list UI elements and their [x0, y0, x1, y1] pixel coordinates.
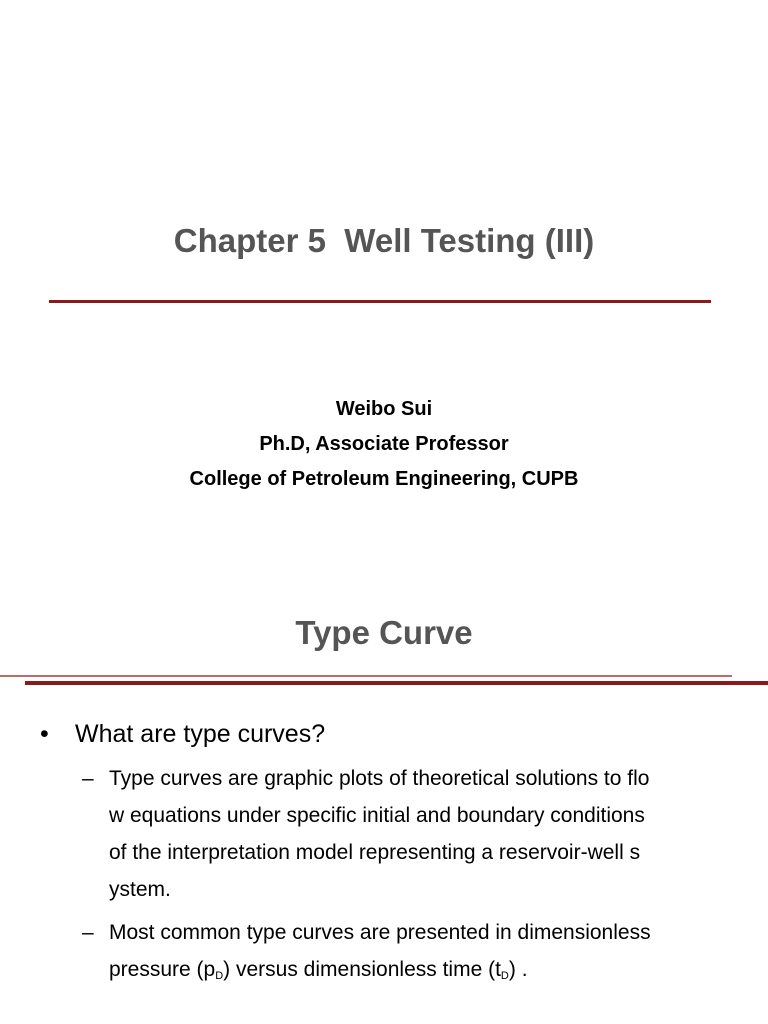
text-line: ystem.: [109, 878, 171, 901]
subscript: D: [500, 970, 509, 982]
title-divider-thin: [0, 675, 732, 677]
text-line: [109, 951, 719, 995]
dash-icon: –: [82, 921, 94, 944]
author-name: Weibo Sui: [335, 398, 433, 420]
subscript: D: [215, 970, 224, 982]
text-line: w equations under specific initial and boundary conditions: [109, 804, 645, 827]
sub-bullet-text: [109, 914, 719, 995]
text-part: ) versus dimensionless time (t: [223, 958, 501, 981]
text-line: of the interpretation model representing a reservoir-well s: [109, 841, 641, 864]
text-line: Type curves are graphic plots of theoretical solutions to flo: [109, 767, 650, 790]
title-divider-thick: [25, 681, 768, 685]
sub-bullet-text: [109, 760, 719, 908]
slide-title: Chapter 5 Well Testing (III): [173, 222, 595, 259]
content-slide: [0, 580, 768, 1024]
slide-title: Type Curve: [295, 614, 473, 651]
author-position: Ph.D, Associate Professor: [259, 433, 509, 455]
author-affiliation: College of Petroleum Engineering, CUPB: [189, 468, 579, 490]
text-part: ) .: [508, 958, 528, 981]
author-block: [0, 392, 768, 497]
text-part: pressure (p: [109, 958, 216, 981]
dash-icon: –: [82, 767, 94, 790]
bullet-text: What are type curves?: [75, 720, 326, 748]
text-line: Most common type curves are presented in dimensionless: [109, 921, 651, 944]
title-divider: [49, 300, 711, 303]
bullet-icon: •: [40, 720, 49, 748]
